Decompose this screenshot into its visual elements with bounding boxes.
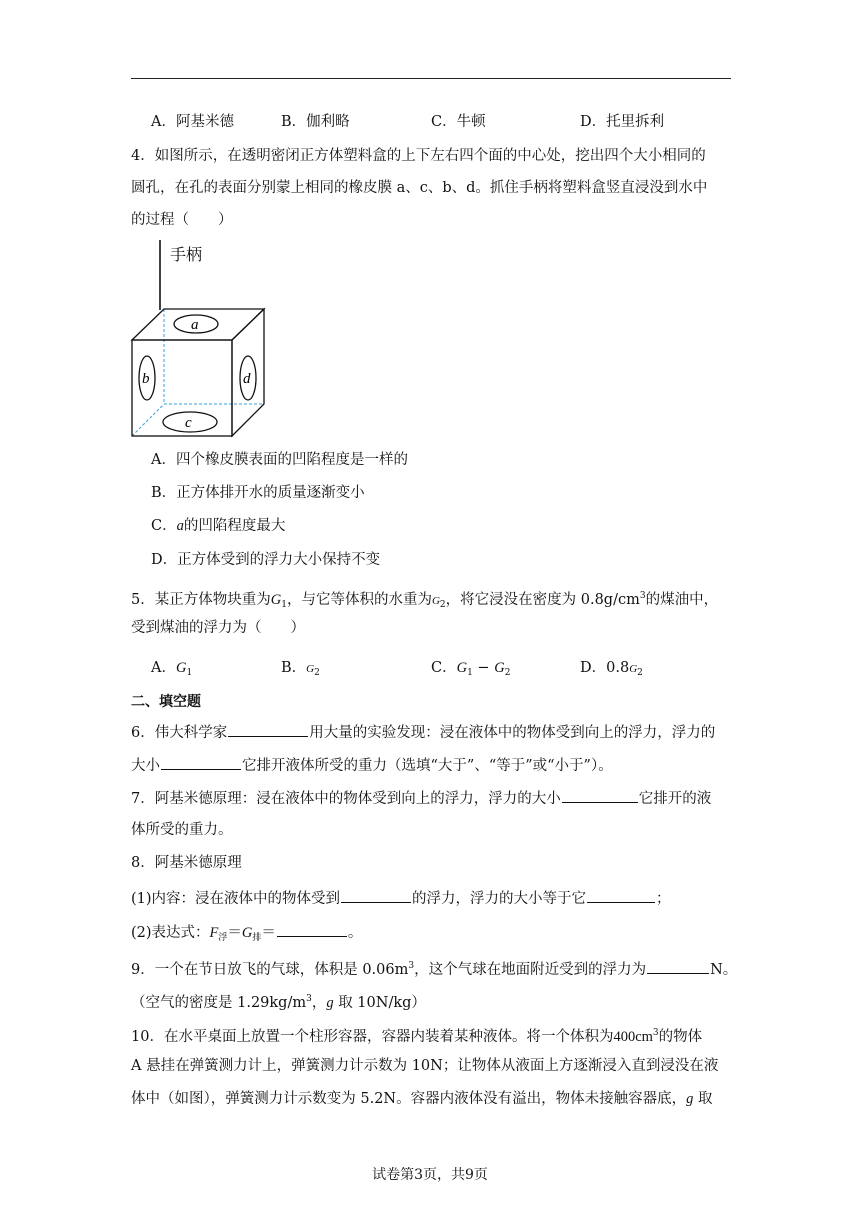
q7-line-1 — [131, 787, 711, 809]
q5-option-b — [281, 658, 320, 683]
q6-line-1-a: 6．伟大科学家 — [131, 725, 228, 741]
q10-line-1-a: 10．在水平桌面上放置一个柱形容器，容器内装着某种液体。将一个体积为 — [131, 1029, 614, 1045]
q8-blank-2[interactable] — [587, 887, 655, 903]
q8-title: 8．阿基米德原理 — [131, 855, 242, 871]
q4-option-c — [151, 516, 285, 536]
q8-blank-1[interactable] — [341, 887, 411, 903]
q3-option-d: D．托里拆利 — [580, 114, 665, 130]
q8-part-1-b: 的浮力，浮力的大小等于它 — [412, 891, 587, 907]
q7-line-1-b: 它排开的液 — [638, 791, 712, 807]
q4-option-c-rest: 的凹陷程度最大 — [183, 518, 286, 534]
q10-volume: 400cm — [613, 1029, 653, 1045]
q8-formula-eq-2: ＝ — [261, 925, 276, 941]
q9-line-1-b: ，这个气球在地面附近受到的浮力为 — [414, 962, 647, 978]
q5-g2-sub: 2 — [439, 600, 446, 610]
q5-option-b-g: G — [306, 663, 315, 675]
q5-option-d-label: D．0.8 — [580, 660, 630, 676]
q10-line-2: A 悬挂在弹簧测力计上，弹簧测力计示数为 10N；让物体从液面上方逐渐浸入直到浸没在液 — [131, 1058, 719, 1074]
q5-line-2: 受到煤油的浮力为（ ） — [131, 620, 305, 636]
q7-line-2: 体所受的重力。 — [131, 822, 233, 838]
q10-line-1-c: 的物体 — [658, 1029, 703, 1045]
q8-formula-eq-1: ＝ — [227, 925, 242, 941]
q4-option-c-prefix: C． — [151, 518, 177, 534]
q8-part-1 — [131, 887, 671, 909]
q9-line-2-a: （空气的密度是 1.29kg/m — [131, 995, 307, 1011]
q10-volume-sup: 3 — [652, 1028, 659, 1038]
q9-line-2-sup: 3 — [306, 994, 312, 1004]
q9-line-1 — [131, 956, 737, 980]
q8-formula-g-sub: 排 — [252, 933, 262, 943]
q6-blank-2[interactable] — [161, 754, 241, 770]
q3-option-c: C．牛顿 — [431, 114, 486, 130]
q5-part-1: 5．某正方体物块重为 — [131, 592, 271, 608]
q5-option-a-sub: 1 — [186, 668, 193, 678]
page-footer: 试卷第3页，共9页 — [372, 1167, 488, 1183]
q9-g: g — [326, 995, 334, 1011]
q8-part-1-a: (1)内容：浸在液体中的物体受到 — [131, 891, 341, 907]
q5-option-c-sub1: 1 — [467, 668, 473, 678]
q5-option-c-g1: G — [456, 660, 468, 676]
section-heading-fill-in: 二、填空题 — [131, 694, 201, 710]
q5-option-d-g: G — [629, 663, 638, 675]
membrane-a-label: a — [191, 317, 199, 333]
q5-option-c-minus: − — [472, 660, 495, 676]
q9-line-2-b: ， — [311, 995, 327, 1011]
q5-g1: G — [270, 592, 282, 608]
q8-blank-3[interactable] — [277, 921, 347, 937]
q3-option-b: B．伽利略 — [281, 114, 350, 130]
q8-formula-f-sub: 浮 — [218, 933, 228, 943]
q4-option-c-var: a — [176, 518, 184, 534]
q3-option-a: A．阿基米德 — [151, 114, 234, 130]
q5-part-4: 的煤油中， — [645, 592, 719, 608]
q4-line-2: 圆孔，在孔的表面分别蒙上相同的橡皮膜 a、c、b、d。抓住手柄将塑料盒竖直浸没到水中 — [131, 180, 708, 196]
q6-blank-1[interactable] — [228, 721, 308, 737]
q5-line-1 — [131, 586, 718, 615]
q5-part-2: ，与它等体积的水重为 — [286, 592, 432, 608]
cube-figure — [128, 236, 268, 442]
q9-line-2-c: 取 10N/kg） — [333, 995, 426, 1011]
q7-blank[interactable] — [562, 787, 638, 803]
q10-line-3-a: 体中（如图），弹簧测力计示数变为 5.2N。容器内液体没有溢出，物体未接触容器底， — [131, 1091, 687, 1107]
q9-blank[interactable] — [647, 958, 709, 974]
q6-line-2-b: 它排开液体所受的重力（选填“大于”、“等于”或“小于”）。 — [242, 758, 613, 774]
q5-option-c — [431, 658, 510, 683]
q5-option-c-label: C． — [431, 660, 457, 676]
q8-formula-g: G — [241, 925, 253, 941]
q6-line-1-b: 用大量的实验发现：浸在液体中的物体受到向上的浮力，浮力的 — [309, 725, 716, 741]
q5-g1-sub: 1 — [281, 600, 287, 610]
q8-part-1-c: ； — [656, 891, 671, 907]
q8-part-2 — [131, 921, 362, 948]
q5-option-a — [151, 658, 192, 683]
header-rule — [131, 78, 731, 79]
q5-option-a-label: A． — [151, 660, 176, 676]
q10-line-3 — [131, 1089, 712, 1109]
q5-option-c-sub2: 2 — [504, 668, 511, 678]
q4-option-a: A．四个橡皮膜表面的凹陷程度是一样的 — [151, 452, 408, 468]
q5-option-a-g: G — [175, 660, 187, 676]
q8-formula-end: 。 — [347, 925, 363, 941]
q10-g: g — [686, 1091, 694, 1107]
hidden-edge-diagonal — [132, 404, 164, 436]
q10-line-3-b: 取 — [693, 1091, 713, 1107]
q9-line-2 — [131, 989, 426, 1013]
q6-line-2 — [131, 754, 613, 776]
handle-label: 手柄 — [170, 245, 203, 264]
membrane-b-label: b — [142, 371, 150, 387]
q5-option-c-g2: G — [494, 660, 505, 676]
q5-option-b-sub: 2 — [314, 668, 320, 678]
q6-line-1 — [131, 721, 715, 743]
q5-option-d-sub: 2 — [637, 668, 643, 678]
q5-part-3-sup: 3 — [639, 591, 646, 601]
q8-formula-f: F — [209, 925, 219, 941]
q4-line-3: 的过程（ ） — [131, 212, 233, 228]
q4-option-d: D．正方体受到的浮力大小保持不变 — [151, 552, 381, 568]
q10-line-1 — [131, 1023, 702, 1047]
q6-line-2-a: 大小 — [131, 758, 160, 774]
q5-option-d — [580, 658, 643, 683]
q9-line-1-sup: 3 — [408, 961, 415, 971]
q5-g2: G — [431, 595, 440, 607]
q5-part-3: ，将它浸没在密度为 0.8g/cm — [445, 592, 640, 608]
q7-line-1-a: 7．阿基米德原理：浸在液体中的物体受到向上的浮力，浮力的大小 — [131, 791, 561, 807]
membrane-c-label: c — [185, 415, 192, 431]
q4-line-1: 4．如图所示，在透明密闭正方体塑料盒的上下左右四个面的中心处，挖出四个大小相同的 — [131, 148, 706, 164]
membrane-d-label: d — [243, 371, 251, 387]
q8-part-2-a: (2)表达式： — [131, 925, 210, 941]
q9-line-1-a: 9．一个在节日放飞的气球，体积是 0.06m — [131, 962, 409, 978]
q5-option-b-label: B． — [281, 660, 307, 676]
q9-line-1-c: N。 — [710, 962, 738, 978]
q4-option-b: B．正方体排开水的质量逐渐变小 — [151, 485, 365, 501]
